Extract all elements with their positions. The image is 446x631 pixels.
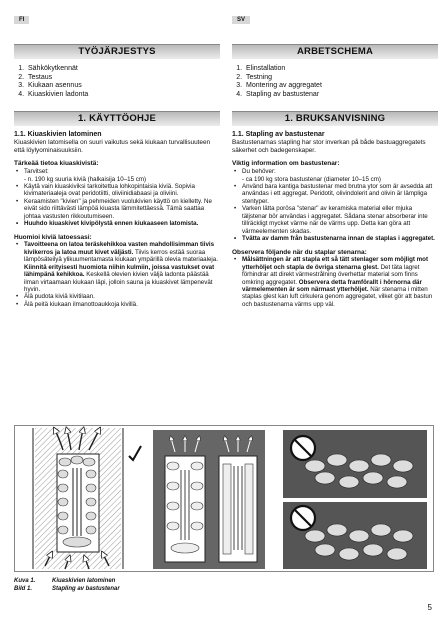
tight-stacking-drawing [153,430,265,569]
toc-item: 1. Sähkökytkennät [26,65,220,74]
important-title: Viktig information om bastustenar: [232,160,340,168]
wrong-stacking-drawing [283,430,427,569]
toc-item: 1. Elinstallation [244,65,438,74]
section-title: 1. BRUKSANVISNING [232,111,438,126]
list-item: • Keraamisten "kivien" ja pehmeiden vuolukivien käyttö on kielletty. Ne eivät sido riittävästi lämpöä kiuasta lämmitettäessä. Tämä saattaa johtaa vastusten rikkoutumiseen. [24,198,220,220]
language-label: SV [232,16,250,24]
heater-airflow-drawing [33,428,141,569]
stone-stacking-figure [14,425,434,572]
important-list [232,168,438,243]
note-title: Huomioi kiviä latoessasi: [14,233,92,241]
toc-item: 2. Testning [244,74,438,83]
note-list [232,256,438,308]
toc-list [14,65,220,99]
list-item: • Varken lätta porösa "stenar" av keramiska material eller mjuka täljstenar bör användas i aggregatet. Sådana stenar absorberar inte tillräckligt mycket värme när de värms upp. Detta kan göra att värmeelementen skadas. [242,205,438,235]
intro-text: Kiuaskivien latomisella on suuri vaikutus sekä kiukaan turvallisuuteen että löylyominaisuuksiin. [14,139,211,154]
toc-item: 4. Stapling av bastustenar [244,91,438,100]
figure-illustration [15,426,433,571]
list-item: • Du behöver: - ca 190 kg stora bastustenar (diameter 10–15 cm) [242,168,438,183]
list-item: • Tarvitset: - n. 190 kg suuria kiviä (halkaisija 10–15 cm) [24,168,220,183]
subsection-title: 1.1. Kiuaskivien latominen [14,131,102,139]
page-number: 5 [427,603,432,612]
list-item: • Älä peitä kiukaan ilmanottoaukkoja kivillä. [24,301,220,308]
important-title: Tärkeää tietoa kiuaskivistä: [14,160,99,168]
toc-item: 3. Kiukaan asennus [26,82,220,91]
intro-text: Bastustenarnas stapling har stor inverkan på både bastuaggregatets säkerhet och badegenskaper. [232,139,426,154]
list-item: • Tvätta av damm från bastustenarna innan de staplas i aggregatet. [242,235,438,242]
figure-caption-fi: Kuva 1. Kiuaskivien latominen [14,578,116,584]
swedish-column [232,0,438,308]
list-item: • Tavoitteena on latoa teräskehikkoa vasten mahdollisimman tiivis kivikerros ja latoa muut kivet väljästi. Tiivis kerros estää suoraa lämpösäteilyä ylikuumentamasta kiukaan ympärillä olevia materiaaleja. Kiinnitä erityisesti huomiota niihin kulmiin, joissa vastukset ovat lähimpänä kehikkoa. Keskellä olevien kivien väljä ladonta päästää ilman virtaamaan kiukaan läpi, jolloin sauna ja kiuaskivet lämpenevät hyvin. [24,241,220,293]
note-title: Observera följande när du staplar stenarna: [232,248,367,256]
list-item: • Älä pudota kiviä kivitilaan. [24,293,220,300]
important-list [14,168,220,228]
language-label: FI [14,16,29,24]
toc-item: 4. Kiuaskivien ladonta [26,91,220,100]
figure-caption-sv: Bild 1. Stapling av bastustenar [14,586,120,592]
list-item: • Använd bara kantiga bastustenar med brutna ytor som är avsedda att användas i ett aggregat. Peridotit, olivindolerit and olivin är lämpliga stentyper. [242,183,438,205]
note-list [14,241,220,308]
subsection-title: 1.1. Stapling av bastustenar [232,131,325,139]
finnish-column [14,0,220,308]
toc-item: 2. Testaus [26,74,220,83]
toc-list [232,65,438,99]
toc-item: 3. Montering av aggregatet [244,82,438,91]
toc-title: TYÖJÄRJESTYS [14,44,220,59]
list-item: • Käytä vain kiuaskiviksi tarkoitettua lohkopintaisia kiviä. Sopivia kivimateriaaleja ovat peridotiitti, oliviinidiabaasi ja oliviini. [24,183,220,198]
section-title: 1. KÄYTTÖOHJE [14,111,220,126]
list-item: • Målsättningen är att stapla ett så tätt stenlager som möjligt mot ytterhöljet och stapla de övriga stenarna glest. Det täta lagret förhindrar att direkt värmestrålning överhettar material som finns omkring aggregatet. Observera detta framförallt i hörnorna där värmelementen är som närmast ytterhöljet. När stenarna i mitten staplas glest kan luft cirkulera genom aggregatet, vilket gör att bastun och bastustenarna värms upp väl. [242,256,438,308]
toc-title: ARBETSCHEMA [232,44,438,59]
list-item: • Huuhdo kiuaskivet kivipölystä ennen kiukaaseen latomista. [24,220,220,227]
